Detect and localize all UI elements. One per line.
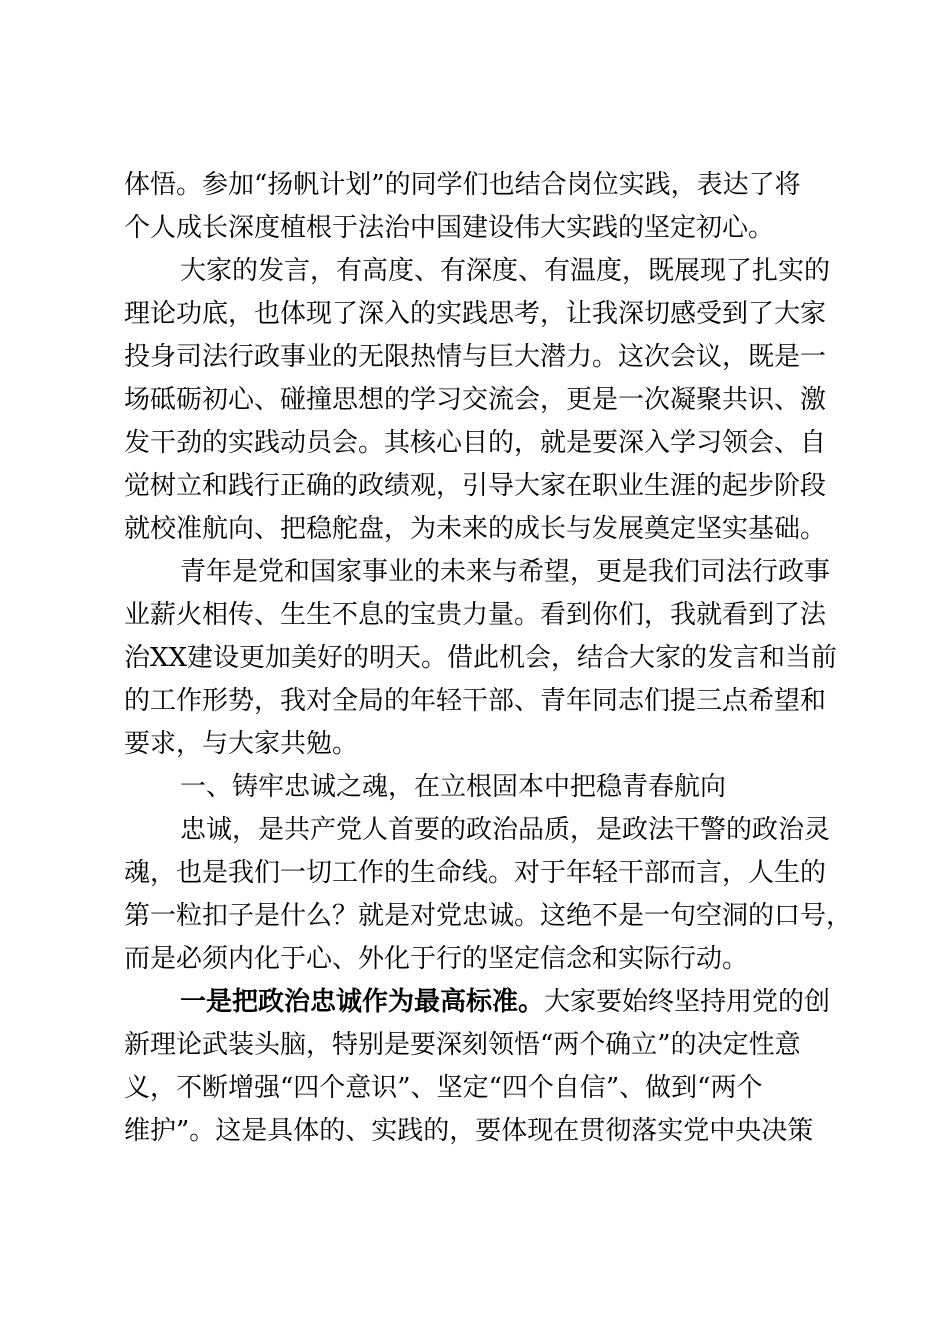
- section-heading: 一、铸牢忠诚之魂，在立根固本中把稳青春航向: [180, 772, 727, 802]
- text-line-7: 发干劲的实践动员会。其核心目的，就是要深入学习领会、自: [124, 428, 827, 458]
- text-line-20-rest: 大家要始终坚持用党的创: [544, 987, 831, 1017]
- text-line-18: 第一粒扣子是什么？就是对党忠诚。这绝不是一句空洞的口号，: [124, 901, 853, 931]
- bold-lead-text: 一是把政治忠诚作为最高标准。: [180, 987, 545, 1017]
- text-line-8: 觉树立和践行正确的政绩观，引导大家在职业生涯的起步阶段: [124, 471, 827, 501]
- text-line-5: 投身司法行政事业的无限热情与巨大潜力。这次会议，既是一: [124, 342, 827, 372]
- text-line-11: 业薪火相传、生生不息的宝贵力量。看到你们，我就看到了法: [124, 600, 827, 630]
- text-line-13: 的工作形势，我对全局的年轻干部、青年同志们提三点希望和: [124, 686, 827, 716]
- text-line-1: 体悟。参加“扬帆计划”的同学们也结合岗位实践，表达了将: [124, 170, 801, 200]
- text-line-17: 魂，也是我们一切工作的生命线。对于年轻干部而言，人生的: [124, 858, 827, 888]
- text-line-4: 理论功底，也体现了深入的实践思考，让我深切感受到了大家: [124, 299, 827, 329]
- text-line-9: 就校准航向、把稳舵盘，为未来的成长与发展奠定坚实基础。: [124, 514, 827, 544]
- text-line-19: 而是必须内化于心、外化于行的坚定信念和实际行动。: [124, 944, 749, 974]
- text-line-14: 要求，与大家共勉。: [124, 729, 359, 759]
- text-line-12: 治XX建设更加美好的明天。借此机会，结合大家的发言和当前: [124, 643, 838, 673]
- text-line-3: 大家的发言，有高度、有深度、有温度，既展现了扎实的: [180, 256, 831, 286]
- text-line-6: 场砥砺初心、碰撞思想的学习交流会，更是一次凝聚共识、激: [124, 385, 827, 415]
- text-line-21: 新理论武装头脑，特别是要深刻领悟“两个确立”的决定性意: [124, 1030, 801, 1060]
- text-line-22: 义，不断增强“四个意识”、坚定“四个自信”、做到“两个: [124, 1073, 763, 1103]
- text-line-20: [180, 982, 830, 1022]
- text-line-2: 个人成长深度植根于法治中国建设伟大实践的坚定初心。: [124, 213, 775, 243]
- text-line-10: 青年是党和国家事业的未来与希望，更是我们司法行政事: [180, 557, 831, 587]
- text-line-23: 维护”。这是具体的、实践的，要体现在贯彻落实党中央决策: [124, 1116, 814, 1146]
- text-line-16: 忠诚，是共产党人首要的政治品质，是政法干警的政治灵: [180, 815, 831, 845]
